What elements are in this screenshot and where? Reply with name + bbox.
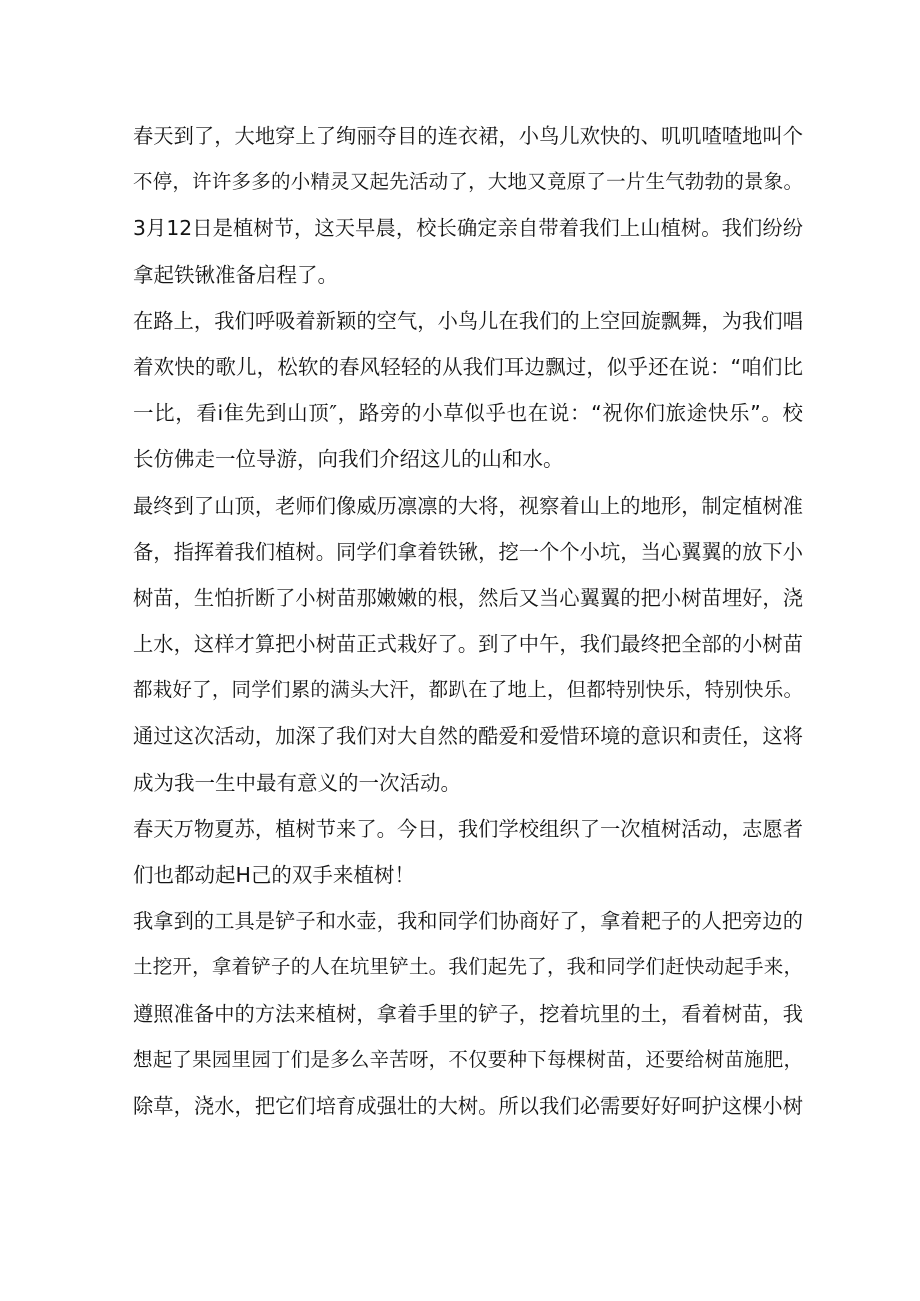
text-line: 土挖开，拿着铲子的人在坑里铲土。我们起先了，我和同学们赶快动起手来， — [133, 955, 803, 979]
text-line: 上水，这样才算把小树苗正式栽好了。到了中午，我们最终把全部的小树苗 — [133, 632, 803, 657]
text-line: 想起了果园里园丁们是多么辛苦呀，不仅要种下每棵树苗，还要给树苗施肥， — [133, 1047, 803, 1071]
text-line: 3月12日是植树节，这天早晨，校长确定亲自带着我们上山植树。我们纷纷 — [133, 216, 803, 241]
text-line: 我拿到的工具是铲子和水壶，我和同学们协商好了，拿着耙子的人把旁边的 — [133, 909, 803, 934]
text-line: 除草，浇水，把它们培育成强壮的大树。所以我们必需要好好呵护这棵小树 — [133, 1093, 803, 1118]
document-body — [133, 113, 803, 1129]
text-line: 遵照准备中的方法来植树，拿着手里的铲子，挖着坑里的土，看着树苗，我 — [133, 1001, 803, 1026]
text-line: 树苗，生怕折断了小树苗那嫩嫩的根，然后又当心翼翼的把小树苗埋好，浇 — [133, 585, 803, 610]
text-line: 春天万物夏苏，植树节来了。今日，我们学校组织了一次植树活动，志愿者 — [133, 816, 803, 841]
text-line: 拿起铁锹准备启程了。 — [133, 262, 338, 287]
text-line: 着欢快的歌儿，松软的春风轻轻的从我们耳边飘过，似乎还在说：“咱们比 — [133, 354, 803, 379]
text-line: 备，指挥着我们植树。同学们拿着铁锹，挖一个个小坑，当心翼翼的放下小 — [133, 539, 803, 564]
text-line: 们也都动起H己的双手来植树！ — [133, 863, 415, 887]
text-line: 一比，看i隹先到山顶″，路旁的小草似乎也在说：“祝你们旅途快乐”。校 — [133, 401, 803, 426]
text-line: 最终到了山顶，老师们像威历凛凛的大将，视察着山上的地形，制定植树准 — [133, 493, 803, 518]
text-line: 成为我一生中最有意义的一次活动。 — [133, 770, 461, 795]
text-line: 在路上，我们呼吸着新颖的空气，小鸟儿在我们的上空回旋飘舞，为我们唱 — [133, 308, 803, 333]
text-line: 都栽好了，同学们累的满头大汗，都趴在了地上，但都特别快乐，特别快乐。 — [133, 678, 803, 702]
text-line: 不停，许许多多的小精灵又起先活动了，大地又竟原了一片生气勃勃的景象。 — [133, 170, 803, 194]
text-line: 春天到了，大地穿上了绚丽夺目的连衣裙，小鸟儿欢快的、叽叽喳喳地叫个 — [133, 124, 803, 148]
text-line: 通过这次活动，加深了我们对大自然的酷爱和爱惜环境的意识和责任，这将 — [133, 724, 803, 749]
text-line: 长仿佛走一位导游，向我们介绍这儿的山和水。 — [133, 447, 564, 472]
